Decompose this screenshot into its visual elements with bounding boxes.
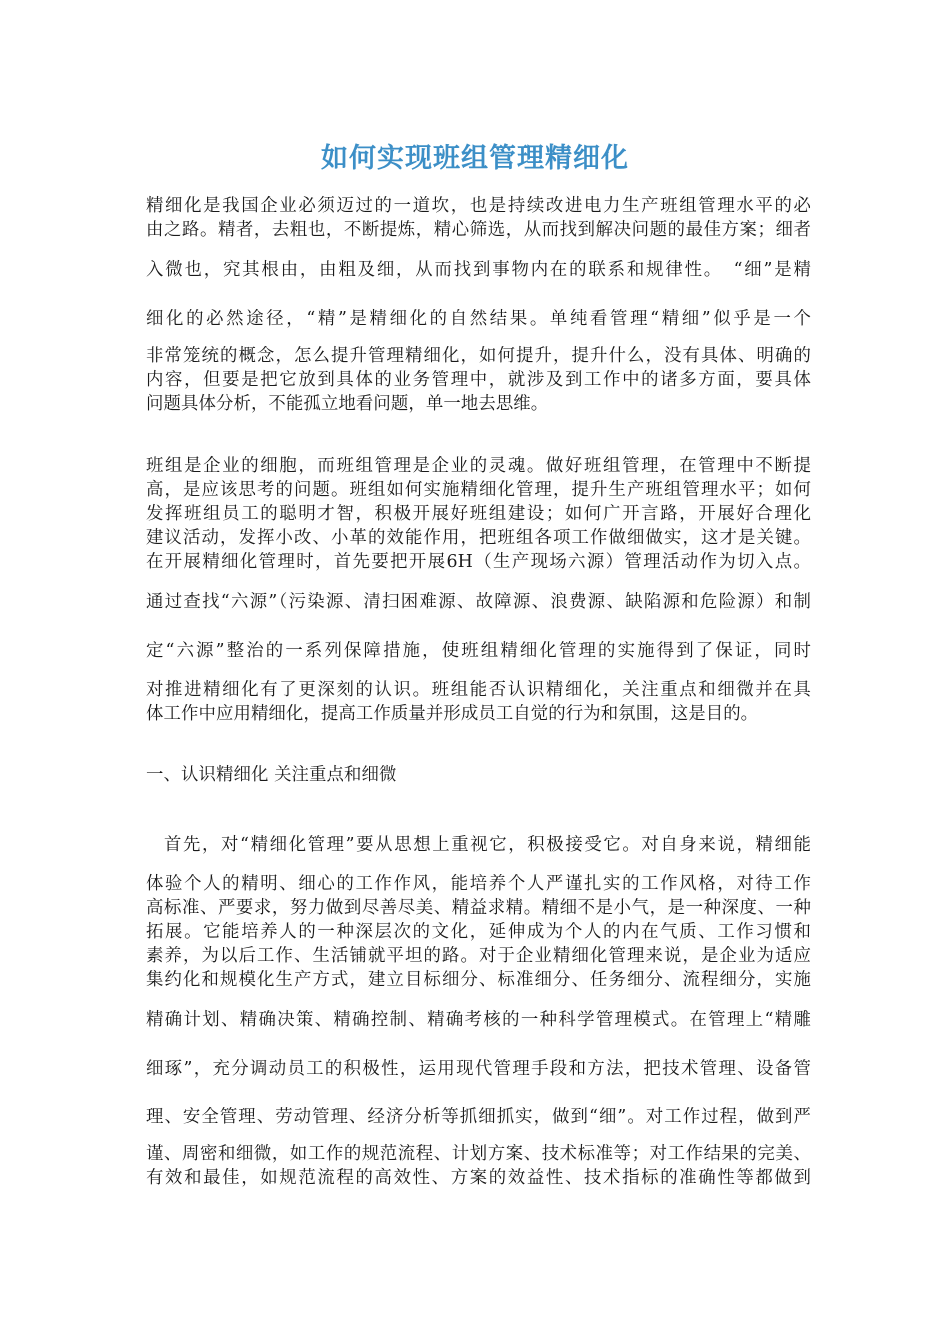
body-line: 通过查找“六源”（污染源、清扫困难源、故障源、浪费源、缺陷源和危险源）和制: [146, 592, 811, 612]
body-line: 问题具体分析，不能孤立地看问题，单一地去思维。: [146, 394, 549, 414]
body-line: 班组是企业的细胞，而班组管理是企业的灵魂。做好班组管理，在管理中不断提: [146, 456, 811, 476]
document-title: 如何实现班组管理精细化: [321, 143, 629, 174]
body-line: 精确计划、精确决策、精确控制、精确考核的一种科学管理模式。在管理上“精雕: [146, 1010, 811, 1030]
body-line: 体验个人的精明、细心的工作作风，能培养个人严谨扎实的工作风格，对待工作: [146, 874, 811, 894]
body-line: 由之路。精者，去粗也，不断提炼，精心筛选，从而找到解决问题的最佳方案；细者: [146, 220, 811, 240]
body-line: 高标准、严要求，努力做到尽善尽美、精益求精。精细不是小气，是一种深度、一种: [146, 898, 811, 918]
body-line: 对推进精细化有了更深刻的认识。班组能否认识精细化，关注重点和细微并在具: [146, 680, 811, 700]
body-line: 细化的必然途径，“精”是精细化的自然结果。单纯看管理“精细”似乎是一个: [146, 309, 811, 329]
body-line: 在开展精细化管理时，首先要把开展6H（生产现场六源）管理活动作为切入点。: [146, 552, 811, 572]
body-line: 建议活动，发挥小改、小革的效能作用，把班组各项工作做细做实，这才是关键。: [146, 528, 811, 548]
body-line: 素养，为以后工作、生活铺就平坦的路。对于企业精细化管理来说，是企业为适应: [146, 946, 811, 966]
body-line: 谨、周密和细微，如工作的规范流程、计划方案、技术标准等；对工作结果的完美、: [146, 1144, 811, 1164]
body-line: 内容，但要是把它放到具体的业务管理中，就涉及到工作中的诸多方面，要具体: [146, 370, 811, 390]
body-line: 首先，对“精细化管理”要从思想上重视它，积极接受它。对自身来说，精细能: [164, 835, 811, 855]
body-line: 非常笼统的概念，怎么提升管理精细化，如何提升，提升什么，没有具体、明确的: [146, 346, 811, 366]
body-line: 理、安全管理、劳动管理、经济分析等抓细抓实，做到“细”。对工作过程，做到严: [146, 1107, 811, 1127]
body-line: 拓展。它能培养人的一种深层次的文化，延伸成为个人的内在气质、工作习惯和: [146, 922, 811, 942]
body-line: 有效和最佳，如规范流程的高效性、方案的效益性、技术指标的准确性等都做到: [146, 1168, 811, 1188]
body-line: 发挥班组员工的聪明才智，积极开展好班组建设；如何广开言路，开展好合理化: [146, 504, 811, 524]
body-line: 定“六源”整治的一系列保障措施，使班组精细化管理的实施得到了保证，同时: [146, 641, 811, 661]
body-line: 集约化和规模化生产方式，建立目标细分、标准细分、任务细分、流程细分，实施: [146, 970, 811, 990]
body-line: 细琢”，充分调动员工的积极性，运用现代管理手段和方法，把技术管理、设备管: [146, 1059, 811, 1079]
body-line: 高，是应该思考的问题。班组如何实施精细化管理，提升生产班组管理水平；如何: [146, 480, 811, 500]
section-heading: 一、认识精细化 关注重点和细微: [146, 765, 397, 785]
body-line: 精细化是我国企业必须迈过的一道坎，也是持续改进电力生产班组管理水平的必: [146, 196, 811, 216]
body-line: 体工作中应用精细化，提高工作质量并形成员工自觉的行为和氛围，这是目的。: [146, 704, 759, 724]
body-line: 入微也，究其根由，由粗及细，从而找到事物内在的联系和规律性。 “细”是精: [146, 260, 811, 280]
